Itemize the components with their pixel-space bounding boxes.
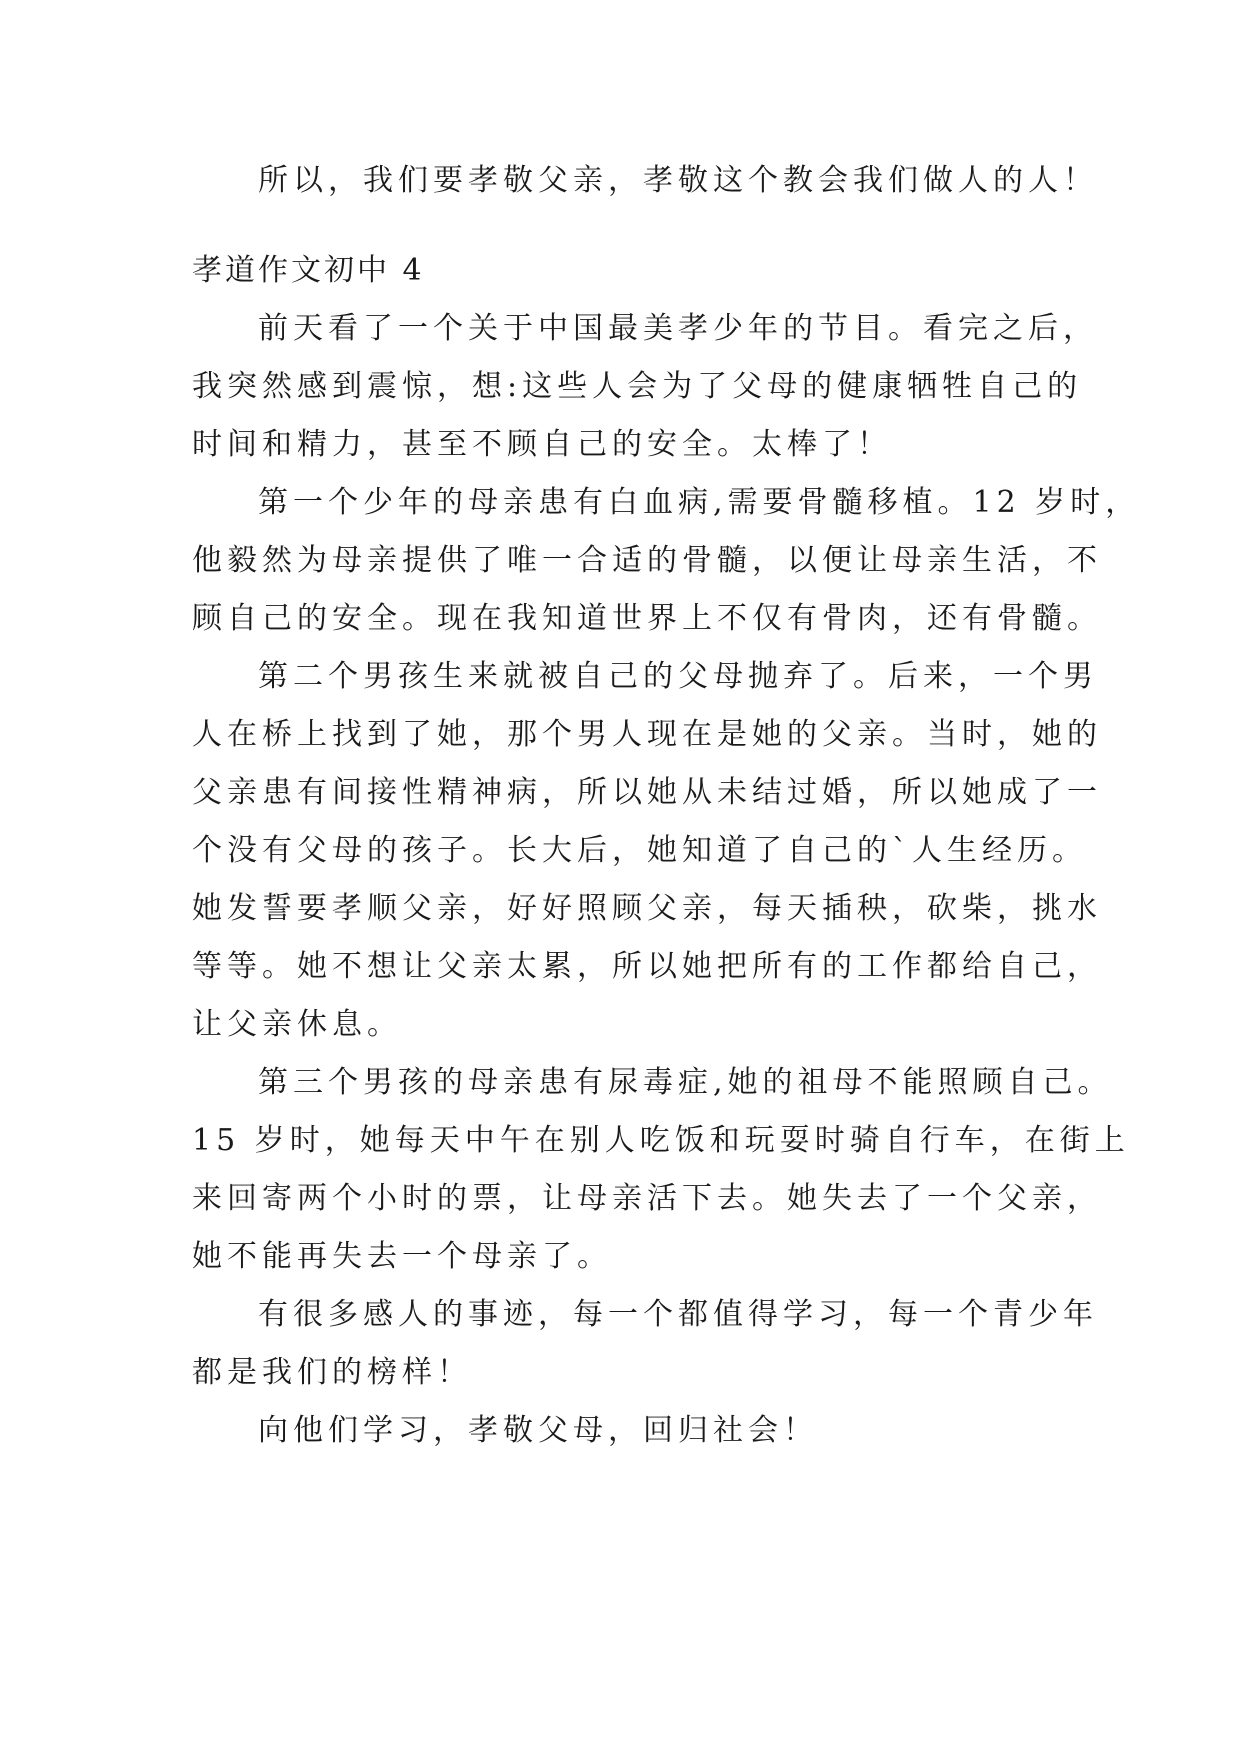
paragraph-5 (192, 1286, 1098, 1402)
paragraph-line: 我突然感到震惊，想:这些人会为了父母的健康牺牲自己的 (192, 369, 1083, 404)
paragraph-line: 时间和精力，甚至不顾自己的安全。太棒了！ (192, 427, 892, 462)
paragraph-line: 前天看了一个关于中国最美孝少年的节目。看完之后， (258, 311, 1098, 346)
paragraph-line: 15 岁时，她每天中午在别人吃饭和玩耍时骑自行车，在街上 (192, 1123, 1130, 1158)
paragraph-3 (192, 648, 1102, 1054)
paragraph-line: 第一个少年的母亲患有白血病,需要骨髓移植。12 岁时， (258, 485, 1141, 520)
paragraph-line: 人在桥上找到了她，那个男人现在是她的父亲。当时，她的 (192, 717, 1102, 752)
paragraph-line: 第三个男孩的母亲患有尿毒症,她的祖母不能照顾自己。 (258, 1065, 1113, 1100)
intro-paragraph (192, 152, 1098, 210)
paragraph-line: 她发誓要孝顺父亲，好好照顾父亲，每天插秧，砍柴，挑水 (192, 891, 1102, 926)
paragraph-line: 父亲患有间接性精神病，所以她从未结过婚，所以她成了一 (192, 775, 1102, 810)
paragraph-line: 等等。她不想让父亲太累，所以她把所有的工作都给自己， (192, 949, 1102, 984)
paragraph-2 (192, 474, 1141, 648)
paragraph-line: 第二个男孩生来就被自己的父母抛弃了。后来，一个男 (258, 659, 1098, 694)
paragraph-line: 向他们学习，孝敬父母，回归社会！ (258, 1413, 818, 1448)
paragraph-line: 都是我们的榜样！ (192, 1355, 472, 1390)
paragraph-1 (192, 300, 1098, 474)
paragraph-line: 顾自己的安全。现在我知道世界上不仅有骨肉，还有骨髓。 (192, 601, 1102, 636)
section-heading: 孝道作文初中 4 (192, 253, 425, 288)
paragraph-line: 让父亲休息。 (192, 1007, 402, 1042)
paragraph-line: 来回寄两个小时的票，让母亲活下去。她失去了一个父亲， (192, 1181, 1102, 1216)
paragraph-line: 有很多感人的事迹，每一个都值得学习，每一个青少年 (258, 1297, 1098, 1332)
paragraph-line: 她不能再失去一个母亲了。 (192, 1239, 612, 1274)
paragraph-6 (192, 1402, 1072, 1460)
paragraph-line: 他毅然为母亲提供了唯一合适的骨髓，以便让母亲生活，不 (192, 543, 1102, 578)
paragraph-4 (192, 1054, 1130, 1286)
paragraph-line: 个没有父母的孩子。长大后，她知道了自己的`人生经历。 (192, 833, 1087, 868)
essay-body (192, 300, 1141, 1460)
intro-line: 所以，我们要孝敬父亲，孝敬这个教会我们做人的人！ (258, 163, 1098, 198)
